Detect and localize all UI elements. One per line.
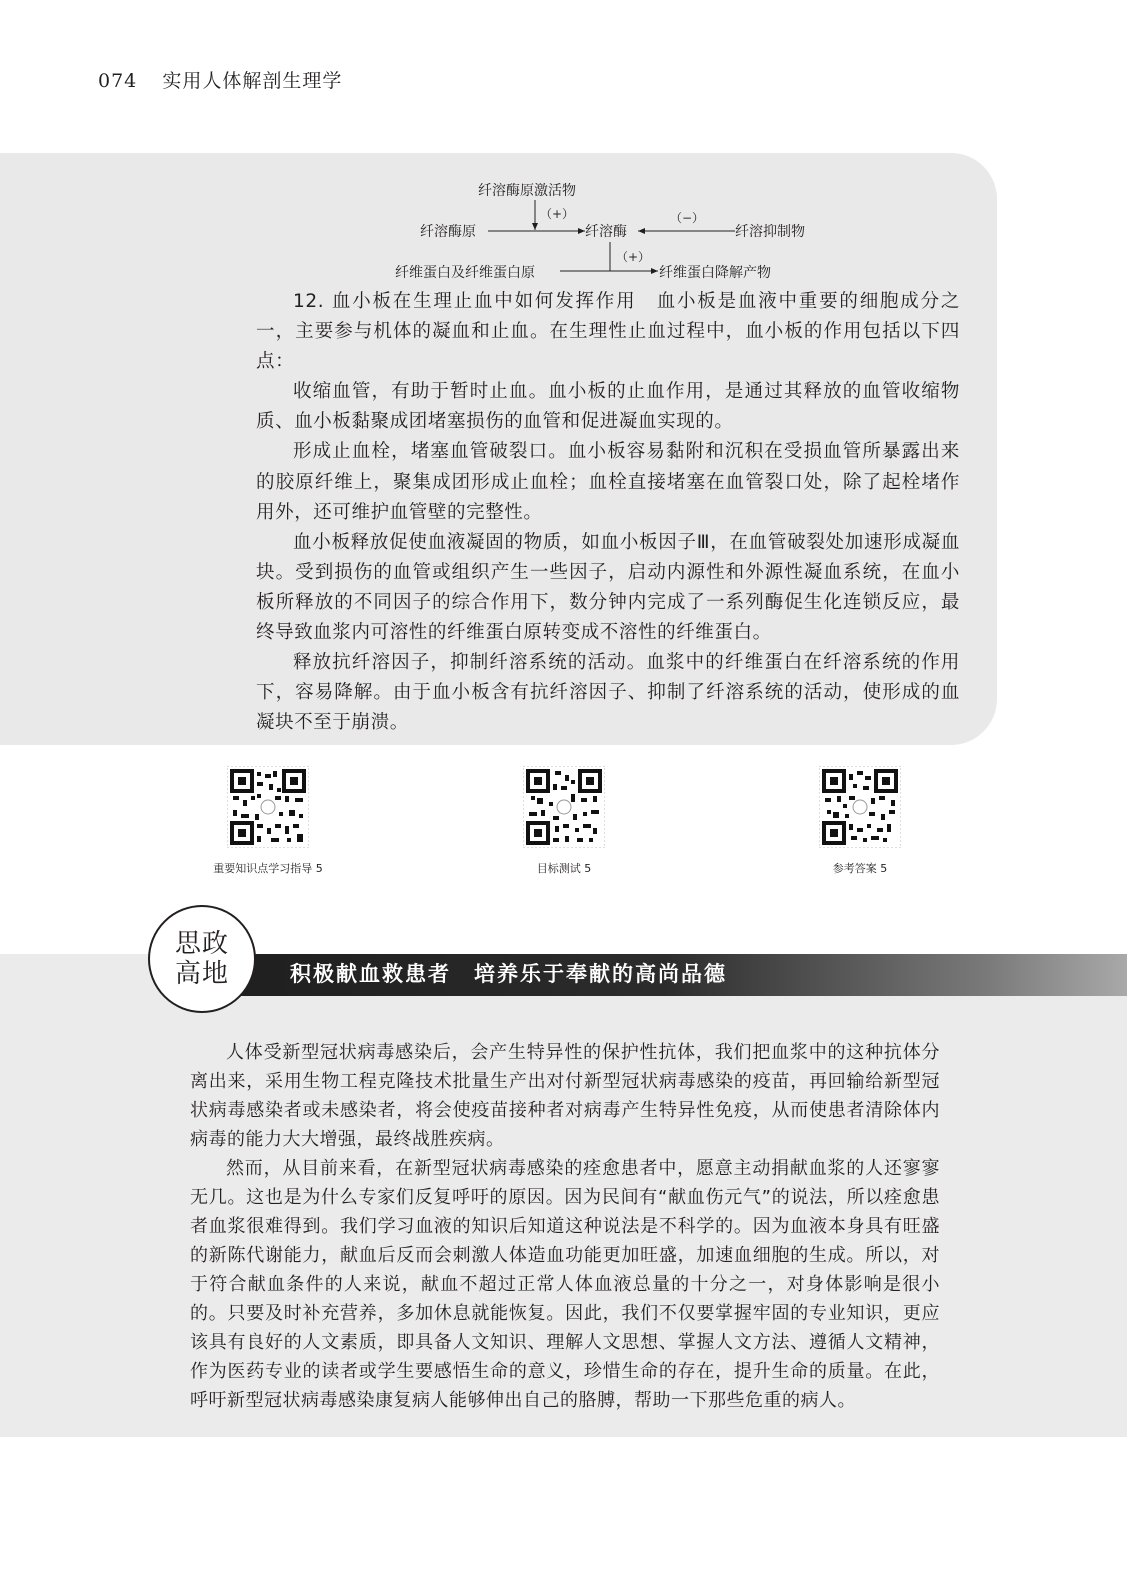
diagram-degradation: 纤维蛋白降解产物 — [659, 265, 771, 281]
question-12-text — [256, 287, 960, 738]
badge-line-1: 思政 — [174, 929, 229, 959]
qr-target-test[interactable] — [474, 766, 654, 876]
diagram-plasmin: 纤溶酶 — [585, 224, 627, 240]
badge-line-2: 高地 — [174, 959, 229, 989]
qr-label: 参考答案 5 — [832, 862, 888, 875]
qr-label: 重要知识点学习指导 5 — [213, 862, 323, 875]
qr-code-icon — [227, 766, 309, 848]
sizheng-badge — [148, 905, 256, 1013]
diagram-plus-2: （+） — [616, 250, 651, 264]
fibrinolysis-diagram — [380, 170, 860, 290]
paragraph: 形成止血栓，堵塞血管破裂口。血小板容易黏附和沉积在受损血管所暴露出来的胶原纤维上，聚集成团形成止血栓；血栓直接堵塞在血管裂口处，除了起栓堵作用外，还可维护血管壁的完整性。 — [256, 441, 960, 523]
sizheng-text — [190, 1038, 940, 1415]
diagram-fibrinogen: 纤维蛋白及纤维蛋白原 — [395, 265, 535, 281]
diagram-minus: （−） — [670, 211, 705, 225]
qr-study-guide[interactable] — [178, 766, 358, 876]
sizheng-heading: 积极献血救患者 培养乐于奉献的高尚品德 — [290, 962, 727, 986]
paragraph: 血小板释放促使血液凝固的物质，如血小板因子Ⅲ，在血管破裂处加速形成凝血块。受到损伤的血管或组织产生一些因子，启动内源性和外源性凝血系统，在血小板所释放的不同因子的综合作用下，数分钟内完成了一系列酶促生化连锁反应，最终导致血浆内可溶性的纤维蛋白原转变成不溶性的纤维蛋白。 — [256, 531, 960, 644]
diagram-plasminogen: 纤溶酶原 — [420, 224, 476, 240]
paragraph: 释放抗纤溶因子，抑制纤溶系统的活动。血浆中的纤维蛋白在纤溶系统的作用下，容易降解。由于血小板含有抗纤溶因子、抑制了纤溶系统的活动，使形成的血凝块不至于崩溃。 — [256, 652, 960, 734]
qr-code-icon — [819, 766, 901, 848]
paragraph: 然而，从目前来看，在新型冠状病毒感染的痊愈患者中，愿意主动捐献血浆的人还寥寥无几。这也是为什么专家们反复呼吁的原因。因为民间有“献血伤元气”的说法，所以痊愈患者血浆很难得到。我们学习血液的知识后知道这种说法是不科学的。因为血液本身具有旺盛的新陈代谢能力，献血后反而会刺激人体造血功能更加旺盛，加速血细胞的生成。所以，对于符合献血条件的人来说，献血不超过正常人体血液总量的十分之一，对身体影响是很小的。只要及时补充营养，多加休息就能恢复。因此，我们不仅要掌握牢固的专业知识，更应该具有良好的人文素质，即具备人文知识、理解人文思想、掌握人文方法、遵循人文精神，作为医药专业的读者或学生要感悟生命的意义，珍惜生命的存在，提升生命的质量。在此，呼吁新型冠状病毒感染康复病人能够伸出自己的胳膊，帮助一下那些危重的病人。 — [190, 1158, 940, 1411]
diagram-inhibitor: 纤溶抑制物 — [735, 224, 805, 240]
qr-label: 目标测试 5 — [536, 862, 592, 875]
diagram-activator: 纤溶酶原激活物 — [478, 183, 576, 199]
qr-code-icon — [523, 766, 605, 848]
diagram-plus-1: （+） — [540, 207, 575, 221]
qr-reference-answer[interactable] — [770, 766, 950, 876]
page-header — [98, 66, 342, 93]
paragraph: 收缩血管，有助于暂时止血。血小板的止血作用，是通过其释放的血管收缩物质、血小板黏聚成团堵塞损伤的血管和促进凝血实现的。 — [256, 381, 960, 433]
paragraph: 12. 血小板在生理止血中如何发挥作用 血小板是血液中重要的细胞成分之一，主要参与机体的凝血和止血。在生理性止血过程中，血小板的作用包括以下四点： — [256, 291, 960, 373]
paragraph: 人体受新型冠状病毒感染后，会产生特异性的保护性抗体，我们把血浆中的这种抗体分离出来，采用生物工程克隆技术批量生产出对付新型冠状病毒感染的疫苗，再回输给新型冠状病毒感染者或未感染者，将会使疫苗接种者对病毒产生特异性免疫，从而使患者清除体内病毒的能力大大增强，最终战胜疾病。 — [190, 1042, 940, 1150]
page-number: 074 — [98, 70, 138, 92]
book-title: 实用人体解剖生理学 — [162, 70, 343, 92]
